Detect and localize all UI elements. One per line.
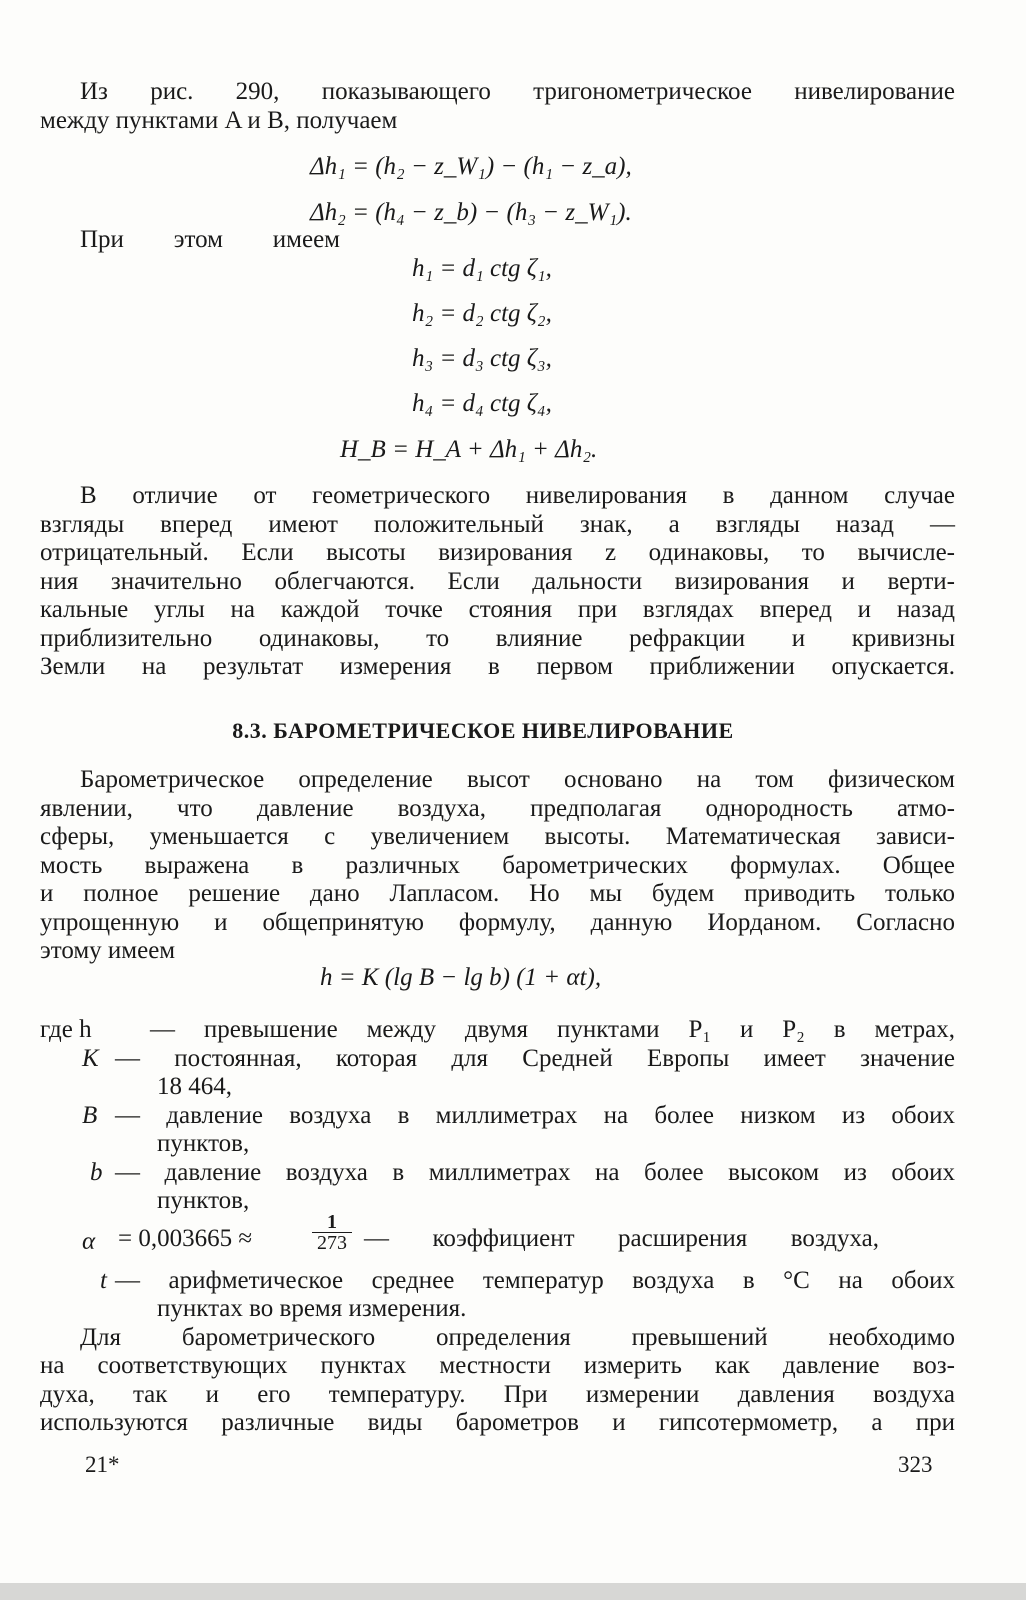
para3-line: используются различные виды барометров и гипсотермометр, а при <box>40 1409 955 1436</box>
formula-jordan: h = K (lg B − lg b) (1 + αt), <box>320 964 602 991</box>
para1-line: В отличие от геометрического нивелирования в данном случае <box>80 482 955 509</box>
intro-line-1: Из рис. 290, показывающего тригонометрическое нивелирование <box>80 78 955 105</box>
def-alpha-value: = 0,003665 ≈ <box>118 1225 253 1252</box>
para3-line: на соответствующих пунктах местности измерить как давление воз- <box>40 1352 955 1379</box>
alpha-fraction-numerator: 1 <box>312 1212 352 1233</box>
def-k-text: — постоянная, которая для Средней Европы имеет значение <box>115 1045 955 1072</box>
def-k-text-2: 18 464, <box>157 1073 232 1100</box>
para1-line: отрицательный. Если высоты визирования z одинаковы, то вычисле- <box>40 539 955 566</box>
para1-line: Земли на результат измерения в первом приближении опускается. <box>40 653 955 680</box>
signature-mark: 21* <box>85 1452 120 1477</box>
para1-line: приблизительно одинаковы, то влияние рефракции и кривизны <box>40 625 955 652</box>
def-b-text-2: пунктов, <box>157 1187 250 1214</box>
pri-etom-text: При этом имеем <box>80 226 340 253</box>
para2-line: явлении, что давление воздуха, предполагая однородность атмо- <box>40 795 955 822</box>
equation-h3: h₃ = d₃ ctg ζ₃, <box>412 345 552 372</box>
alpha-fraction-denominator: 273 <box>317 1232 347 1254</box>
equation-delta-h2: Δh₂ = (h₄ − z_b) − (h₃ − z_W₁). <box>310 199 632 226</box>
para3-line: Для барометрического определения превышений необходимо <box>80 1324 955 1351</box>
def-t-text-2: пунктах во время измерения. <box>157 1295 467 1322</box>
def-alpha-symbol: α <box>82 1228 96 1255</box>
def-t-text: — арифметическое среднее температур воздуха в °С на обоих <box>115 1267 955 1294</box>
def-k-symbol: K <box>82 1045 99 1072</box>
para2-line: Барометрическое определение высот основано на том физическом <box>80 766 955 793</box>
para2-line: и полное решение дано Лапласом. Но мы будем приводить только <box>40 880 955 907</box>
equation-delta-h1: Δh₁ = (h₂ − z_W₁) − (h₁ − z_a), <box>310 153 632 180</box>
para2-line: сферы, уменьшается с увеличением высоты. Математическая зависи- <box>40 823 955 850</box>
def-B-text: — давление воздуха в миллиметрах на более низком из обоих <box>115 1102 955 1129</box>
def-alpha-text: — коэффициент расширения воздуха, <box>364 1225 879 1252</box>
para2-line: мость выражена в различных барометрических формулах. Общее <box>40 852 955 879</box>
para3-line: духа, так и его температуру. При измерении давления воздуха <box>40 1381 955 1408</box>
def-h-symbol: где h <box>40 1016 92 1043</box>
def-t-symbol: t <box>100 1267 107 1294</box>
para1-line: ния значительно облегчаются. Если дальности визирования и верти- <box>40 568 955 595</box>
equation-hb: H_B = H_A + Δh₁ + Δh₂. <box>340 436 598 463</box>
def-h-text: — превышение между двумя пунктами P₁ и P₂ в метрах, <box>150 1016 955 1043</box>
para2-line: этому имеем <box>40 937 176 964</box>
def-B-symbol: B <box>82 1102 98 1129</box>
alpha-fraction <box>312 1212 352 1253</box>
section-heading: 8.3. БАРОМЕТРИЧЕСКОЕ НИВЕЛИРОВАНИЕ <box>232 718 734 743</box>
def-b-text: — давление воздуха в миллиметрах на более высоком из обоих <box>115 1159 955 1186</box>
para2-line: упрощенную и общепринятую формулу, данную Иорданом. Согласно <box>40 909 955 936</box>
equation-h1: h₁ = d₁ ctg ζ₁, <box>412 255 552 282</box>
equation-h4: h₄ = d₄ ctg ζ₄, <box>412 390 552 417</box>
equation-h2: h₂ = d₂ ctg ζ₂, <box>412 300 552 327</box>
para1-line: кальные углы на каждой точке стояния при взглядах вперед и назад <box>40 596 955 623</box>
para1-line: взгляды вперед имеют положительный знак, а взгляды назад — <box>40 511 955 538</box>
scan-edge <box>0 1583 1026 1600</box>
intro-line-2: между пунктами A и B, получаем <box>40 107 398 134</box>
def-B-text-2: пунктов, <box>157 1130 250 1157</box>
page-number: 323 <box>898 1452 933 1477</box>
def-b-symbol: b <box>90 1159 103 1186</box>
